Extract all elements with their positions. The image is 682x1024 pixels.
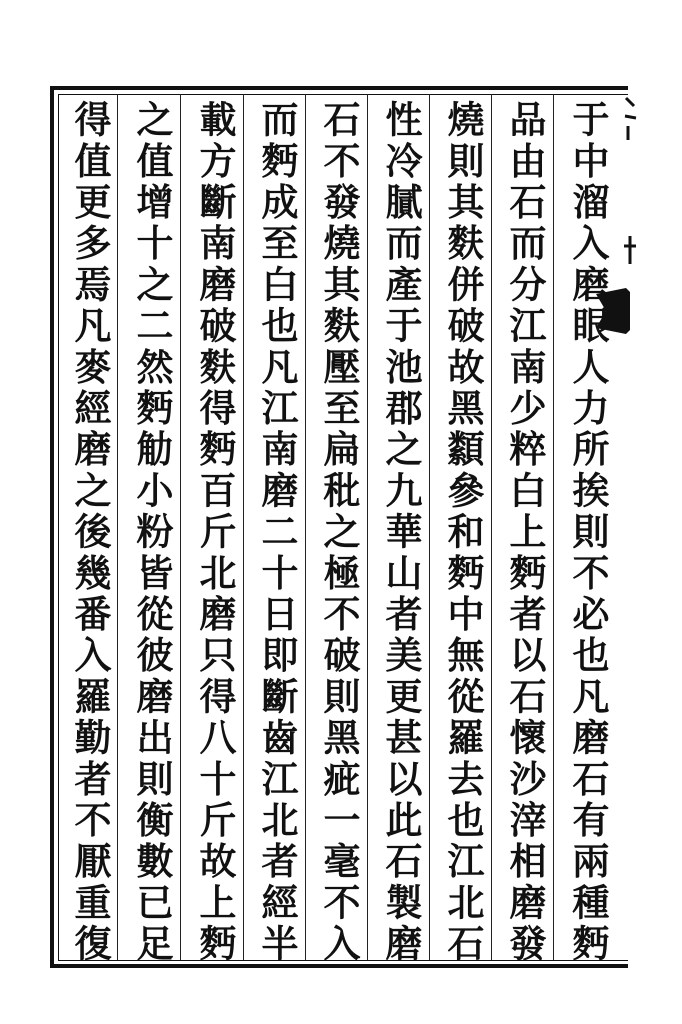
fishtail-mark-icon — [596, 288, 630, 334]
text-column-3 — [435, 100, 491, 966]
column-text: 品由石而分江南少粹白上麪者以石懷沙滓相磨發 — [503, 100, 547, 966]
text-column-9 — [62, 100, 118, 966]
column-rule — [429, 94, 430, 960]
text-column-4 — [373, 100, 429, 966]
column-text: 燒則其麩併破故黑纇參和麪中無從羅去也江北石 — [441, 100, 485, 966]
margin-partial-glyph-icon — [622, 96, 638, 266]
column-rule — [553, 94, 554, 960]
frame-inner-top-rule — [58, 94, 628, 95]
column-text: 而麪成至白也凡江南磨二十日即斷齒江北者經半 — [255, 100, 299, 966]
text-column-2 — [497, 100, 553, 966]
column-rule — [367, 94, 368, 960]
column-text: 性冷膩而產于池郡之九華山者美更甚以此石製磨 — [379, 100, 423, 966]
column-rule — [180, 94, 181, 960]
text-column-8 — [124, 100, 180, 966]
text-column-6 — [249, 100, 305, 966]
text-column-1 — [560, 100, 616, 966]
column-text: 石不發燒其麩壓至扁秕之極不破則黑疵一毫不入 — [317, 100, 361, 966]
column-text: 于中溜入磨眼人力所挨則不必也凡磨石有兩種麪 — [566, 100, 610, 966]
column-rule — [243, 94, 244, 960]
text-column-7 — [187, 100, 243, 966]
column-text: 得值更多焉凡麥經磨之後幾番入羅勤者不厭重復 — [68, 100, 112, 966]
column-text: 之值增十之二然麪觔小粉皆從彼磨出則衡數已足 — [130, 100, 174, 966]
column-rule — [305, 94, 306, 960]
column-text: 載方斷南磨破麩得麪百斤北磨只得八十斤故上麪 — [193, 100, 237, 966]
text-column-5 — [311, 100, 367, 966]
column-rule — [491, 94, 492, 960]
frame-inner-left-rule — [58, 94, 59, 960]
